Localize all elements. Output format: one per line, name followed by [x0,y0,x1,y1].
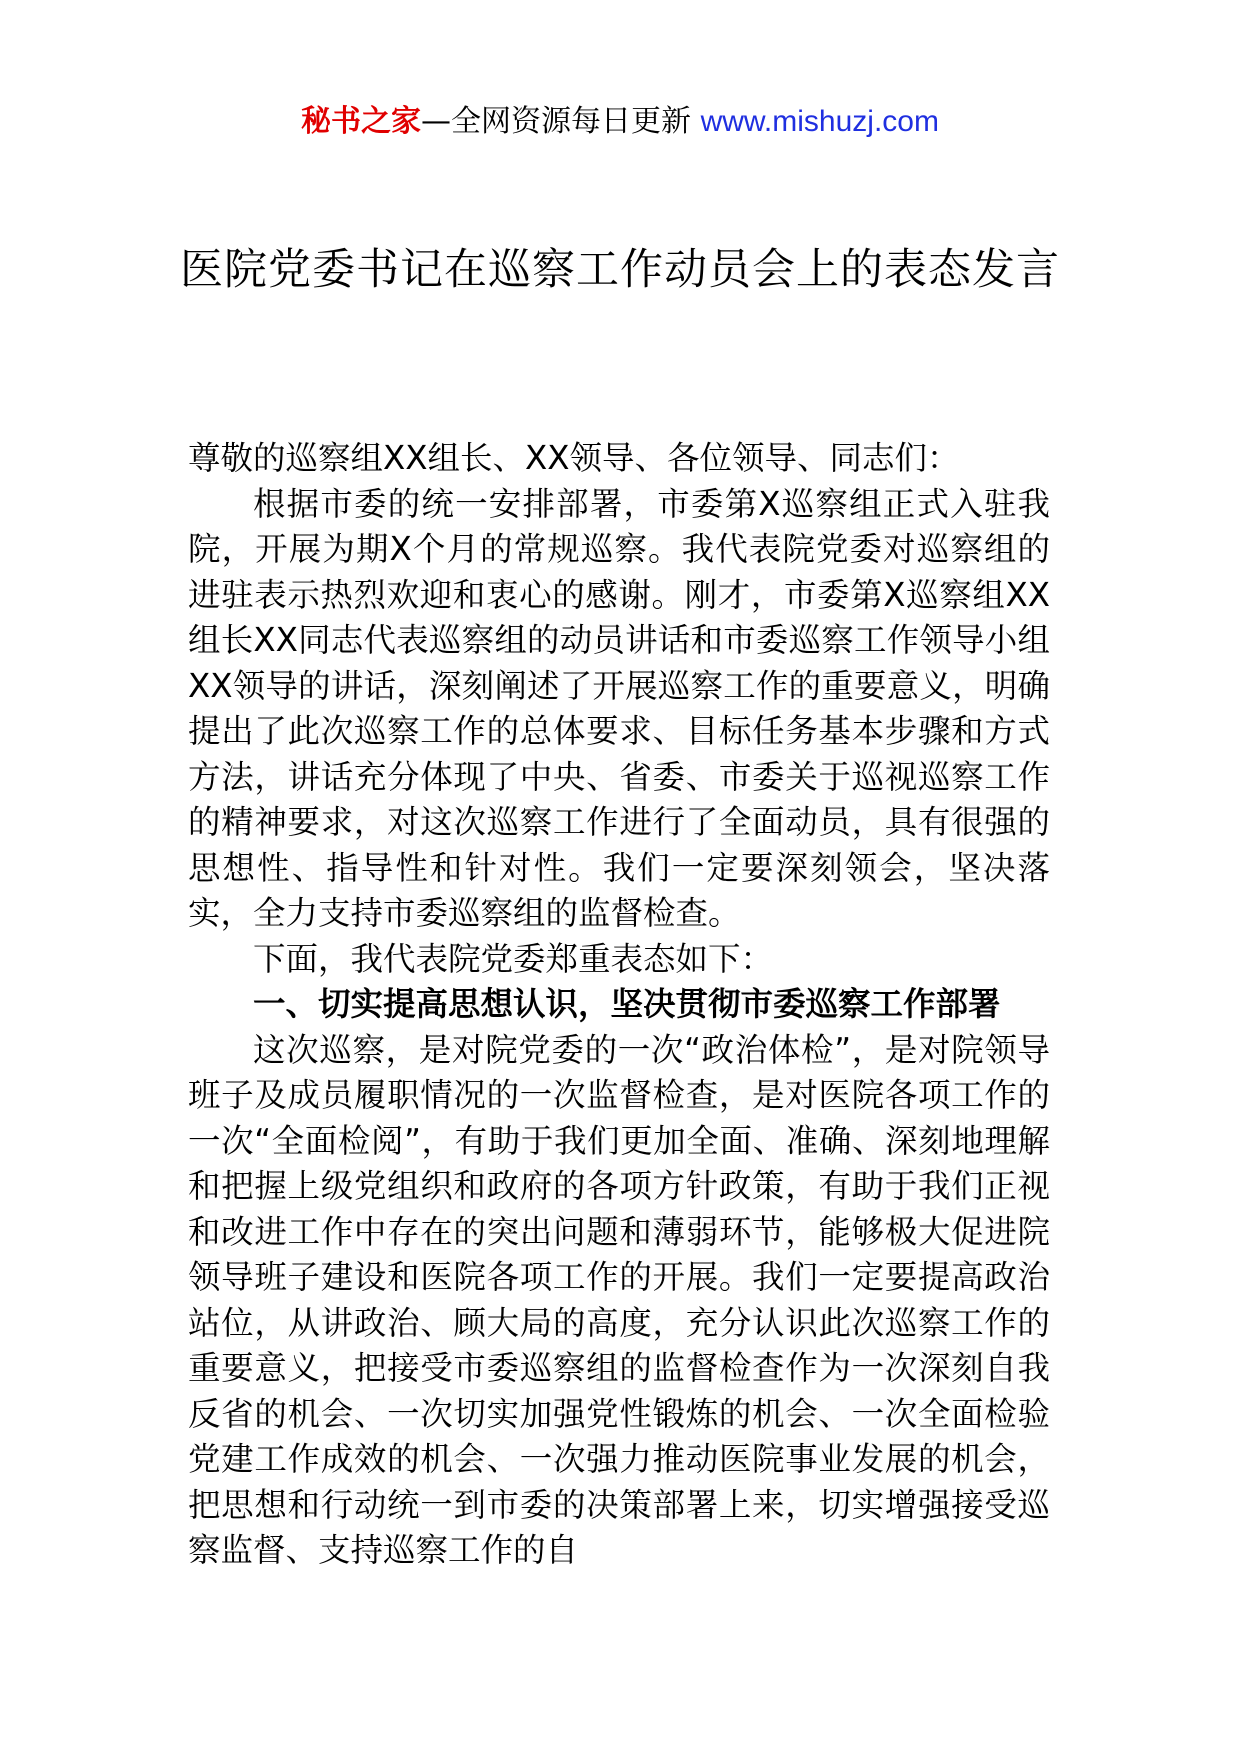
salutation: 尊敬的巡察组XX组长、XX领导、各位领导、同志们： [188,439,960,477]
document-body [188,436,1050,1574]
site-header-banner [0,102,1240,142]
body-paragraph: 根据市委的统一安排部署，市委第X巡察组正式入驻我院，开展为期X个月的常规巡察。我代表院党委对巡察组的进驻表示热烈欢迎和衷心的感谢。刚才，市委第X巡察组XX组长XX同志代表巡察组的动员讲话和市委巡察工作领导小组XX领导的讲话，深刻阐述了开展巡察工作的重要意义，明确提出了此次巡察工作的总体要求、目标任务基本步骤和方式方法，讲话充分体现了中央、省委、市委关于巡视巡察工作的精神要求，对这次巡察工作进行了全面动员，具有很强的思想性、指导性和针对性。我们一定要深刻领会，坚决落实，全力支持市委巡察组的监督检查。 [188,484,1050,932]
site-brand-name: 秘书之家 [301,104,422,139]
site-slogan: —全网资源每日更新 [421,104,701,139]
document-title: 医院党委书记在巡察工作动员会上的表态发言 [180,245,1060,295]
body-paragraph: 这次巡察，是对院党委的一次“政治体检”，是对院领导班子及成员履职情况的一次监督检查，是对医院各项工作的一次“全面检阅”，有助于我们更加全面、准确、深刻地理解和把握上级党组织和政府的各项方针政策，有助于我们正视和改进工作中存在的突出问题和薄弱环节，能够极大促进院领导班子建设和医院各项工作的开展。我们一定要提高政治站位，从讲政治、顾大局的高度，充分认识此次巡察工作的重要意义，把接受市委巡察组的监督检查作为一次深刻自我反省的机会、一次切实加强党性锻炼的机会、一次全面检验党建工作成效的机会、一次强力推动医院事业发展的机会，把思想和行动统一到市委的决策部署上来，切实增强接受巡察监督、支持巡察工作的自 [188,1030,1050,1569]
section-heading: 一、切实提高思想认识，坚决贯彻市委巡察工作部署 [253,985,1001,1023]
site-url-link[interactable]: www.mishuzj.com [700,105,939,138]
body-paragraph: 下面，我代表院党委郑重表态如下： [253,939,774,978]
